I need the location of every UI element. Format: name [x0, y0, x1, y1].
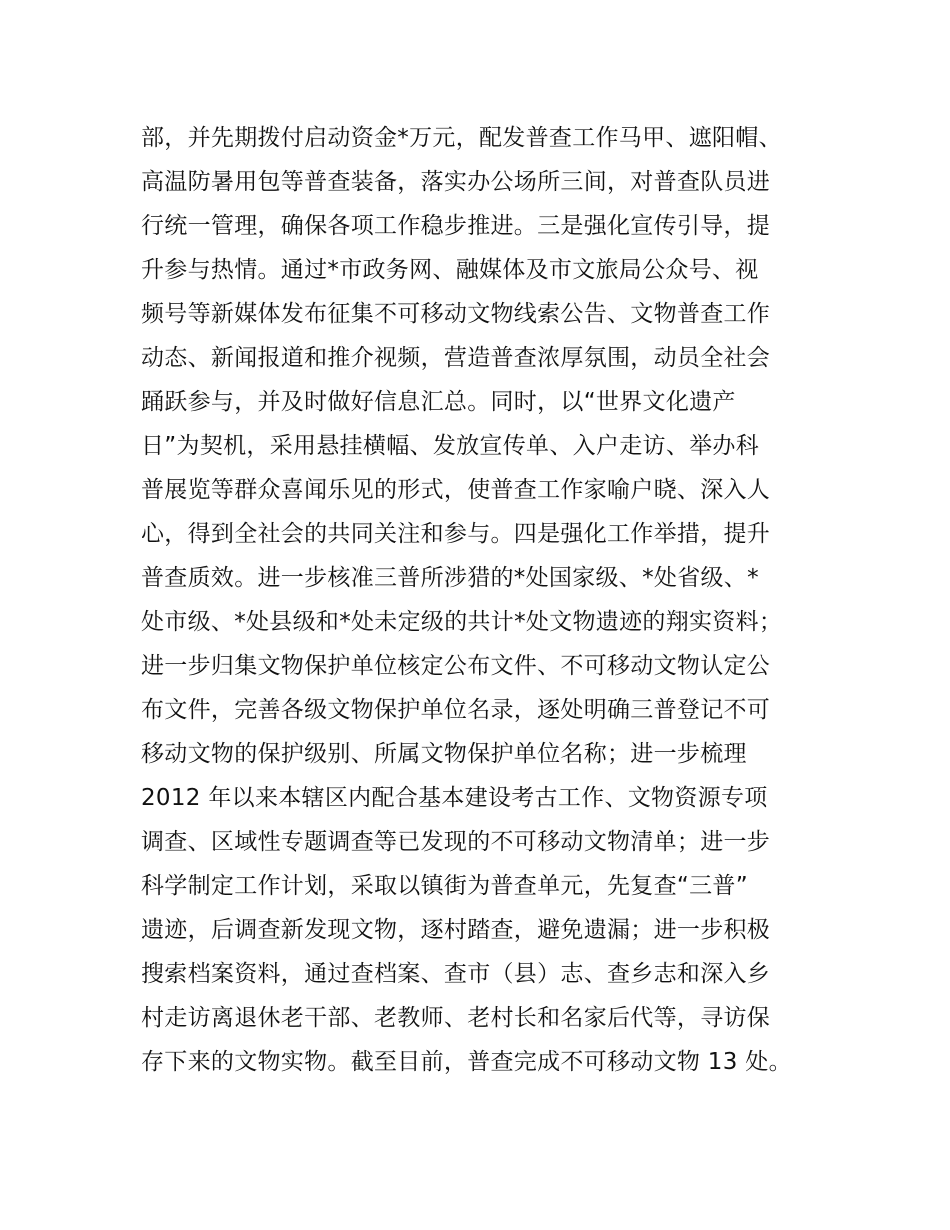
- text-line: 科学制定工作计划，采取以镇街为普查单元，先复查“三普”: [141, 873, 748, 899]
- text-line: 升参与热情。通过*市政务网、融媒体及市文旅局公众号、视: [141, 257, 759, 283]
- text-line: 处市级、*处县级和*处未定级的共计*处文物遗迹的翔实资料；: [141, 609, 783, 635]
- text-line: 移动文物的保护级别、所属文物保护单位名称；进一步梳理: [141, 741, 747, 767]
- text-line: 动态、新闻报道和推介视频，营造普查浓厚氛围，动员全社会: [141, 345, 771, 371]
- text-line: 普查质效。进一步核准三普所涉猎的*处国家级、*处省级、*: [141, 565, 759, 591]
- text-line: 村走访离退休老干部、老教师、老村长和名家后代等，寻访保: [141, 1005, 771, 1031]
- text-line: 存下来的文物实物。截至目前，普查完成不可移动文物 13 处。: [141, 1049, 792, 1075]
- text-line: 调查、区域性专题调查等已发现的不可移动文物清单；进一步: [141, 829, 771, 855]
- text-line: 普展览等群众喜闻乐见的形式，使普查工作家喻户晓、深入人: [141, 477, 771, 503]
- text-line: 2012 年以来本辖区内配合基本建设考古工作、文物资源专项: [141, 785, 768, 811]
- text-line: 踊跃参与，并及时做好信息汇总。同时，以“世界文化遗产: [141, 389, 736, 415]
- text-line: 日”为契机，采用悬挂横幅、发放宣传单、入户走访、举办科: [141, 433, 760, 459]
- text-line: 部，并先期拨付启动资金*万元，配发普查工作马甲、遮阳帽、: [141, 125, 782, 151]
- text-line: 心，得到全社会的共同关注和参与。四是强化工作举措，提升: [141, 521, 771, 547]
- text-line: 频号等新媒体发布征集不可移动文物线索公告、文物普查工作: [141, 301, 771, 327]
- text-line: 遗迹，后调查新发现文物，逐村踏查，避免遗漏；进一步积极: [141, 917, 771, 943]
- text-line: 高温防暑用包等普查装备，落实办公场所三间，对普查队员进: [141, 169, 771, 195]
- text-line: 布文件，完善各级文物保护单位名录，逐处明确三普登记不可: [141, 697, 771, 723]
- body-paragraph: [141, 116, 841, 1084]
- text-line: 行统一管理，确保各项工作稳步推进。三是强化宣传引导，提: [141, 213, 771, 239]
- text-line: 进一步归集文物保护单位核定公布文件、不可移动文物认定公: [141, 653, 771, 679]
- text-line: 搜索档案资料，通过查档案、查市（县）志、查乡志和深入乡: [141, 961, 771, 987]
